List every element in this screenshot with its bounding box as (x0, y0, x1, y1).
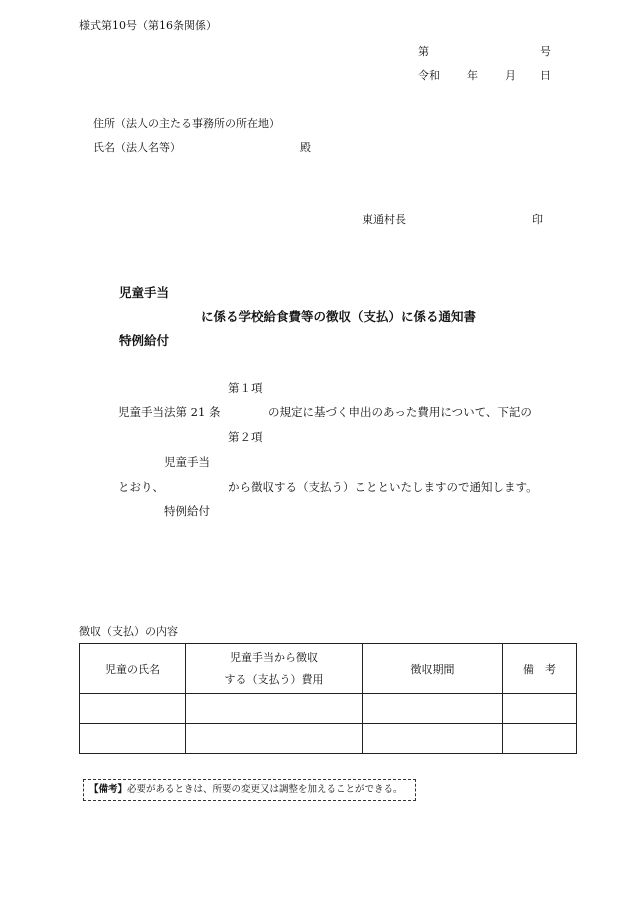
date-era: 令和 (418, 69, 440, 82)
cell-remarks[interactable] (503, 724, 577, 754)
date-month: 月 (505, 69, 516, 82)
form-number: 様式第10号（第16条関係） (79, 19, 217, 32)
table-row (80, 724, 577, 754)
header-child-name: 児童の氏名 (80, 644, 186, 694)
honorific: 殿 (300, 141, 311, 154)
cell-cost[interactable] (186, 724, 363, 754)
doc-number-prefix: 第 (418, 45, 429, 58)
cell-remarks[interactable] (503, 694, 577, 724)
date-day: 日 (540, 69, 551, 82)
benefit-option-1: 児童手当 (164, 455, 210, 469)
note-text: 必要があるときは、所要の変更又は調整を加えることができる。 (127, 784, 403, 795)
table-row (80, 694, 577, 724)
table-header-row (80, 644, 577, 694)
header-cost-line2: する（支払う）費用 (224, 672, 324, 686)
date-year: 年 (467, 69, 478, 82)
body-line2-prefix: とおり、 (118, 480, 164, 494)
cell-period[interactable] (363, 694, 503, 724)
title-option-child-allowance: 児童手当 (119, 285, 170, 300)
address-label: 住所（法人の主たる事務所の所在地） (93, 117, 280, 130)
clause-option-1: 第１項 (228, 381, 263, 395)
cell-child-name[interactable] (80, 724, 186, 754)
name-label: 氏名（法人名等） (93, 141, 181, 154)
cell-period[interactable] (363, 724, 503, 754)
body-line1-prefix: 児童手当法第 21 条 (118, 405, 221, 419)
header-period: 徴収期間 (363, 644, 503, 694)
document-title: に係る学校給食費等の徴収（支払）に係る通知書 (201, 309, 477, 324)
header-cost-line1: 児童手当から徴収 (230, 650, 318, 664)
clause-option-2: 第２項 (228, 430, 263, 444)
collection-table (79, 643, 577, 754)
benefit-option-2: 特例給付 (164, 504, 210, 518)
body-line1-suffix: の規定に基づく申出のあった費用について、下記の (268, 405, 532, 419)
seal-mark: 印 (532, 213, 543, 226)
note-label: 【備考】 (89, 784, 128, 795)
cell-cost[interactable] (186, 694, 363, 724)
issuer-title: 東通村長 (362, 213, 406, 226)
doc-number-suffix: 号 (540, 45, 551, 58)
title-option-special-benefit: 特例給付 (119, 333, 170, 348)
body-line2-suffix: から徴収する（支払う）ことといたしますので通知します。 (228, 480, 538, 494)
header-remarks: 備 考 (503, 644, 577, 694)
header-cost (186, 644, 363, 694)
cell-child-name[interactable] (80, 694, 186, 724)
note-box (83, 779, 416, 801)
table-caption: 徴収（支払）の内容 (79, 625, 178, 638)
